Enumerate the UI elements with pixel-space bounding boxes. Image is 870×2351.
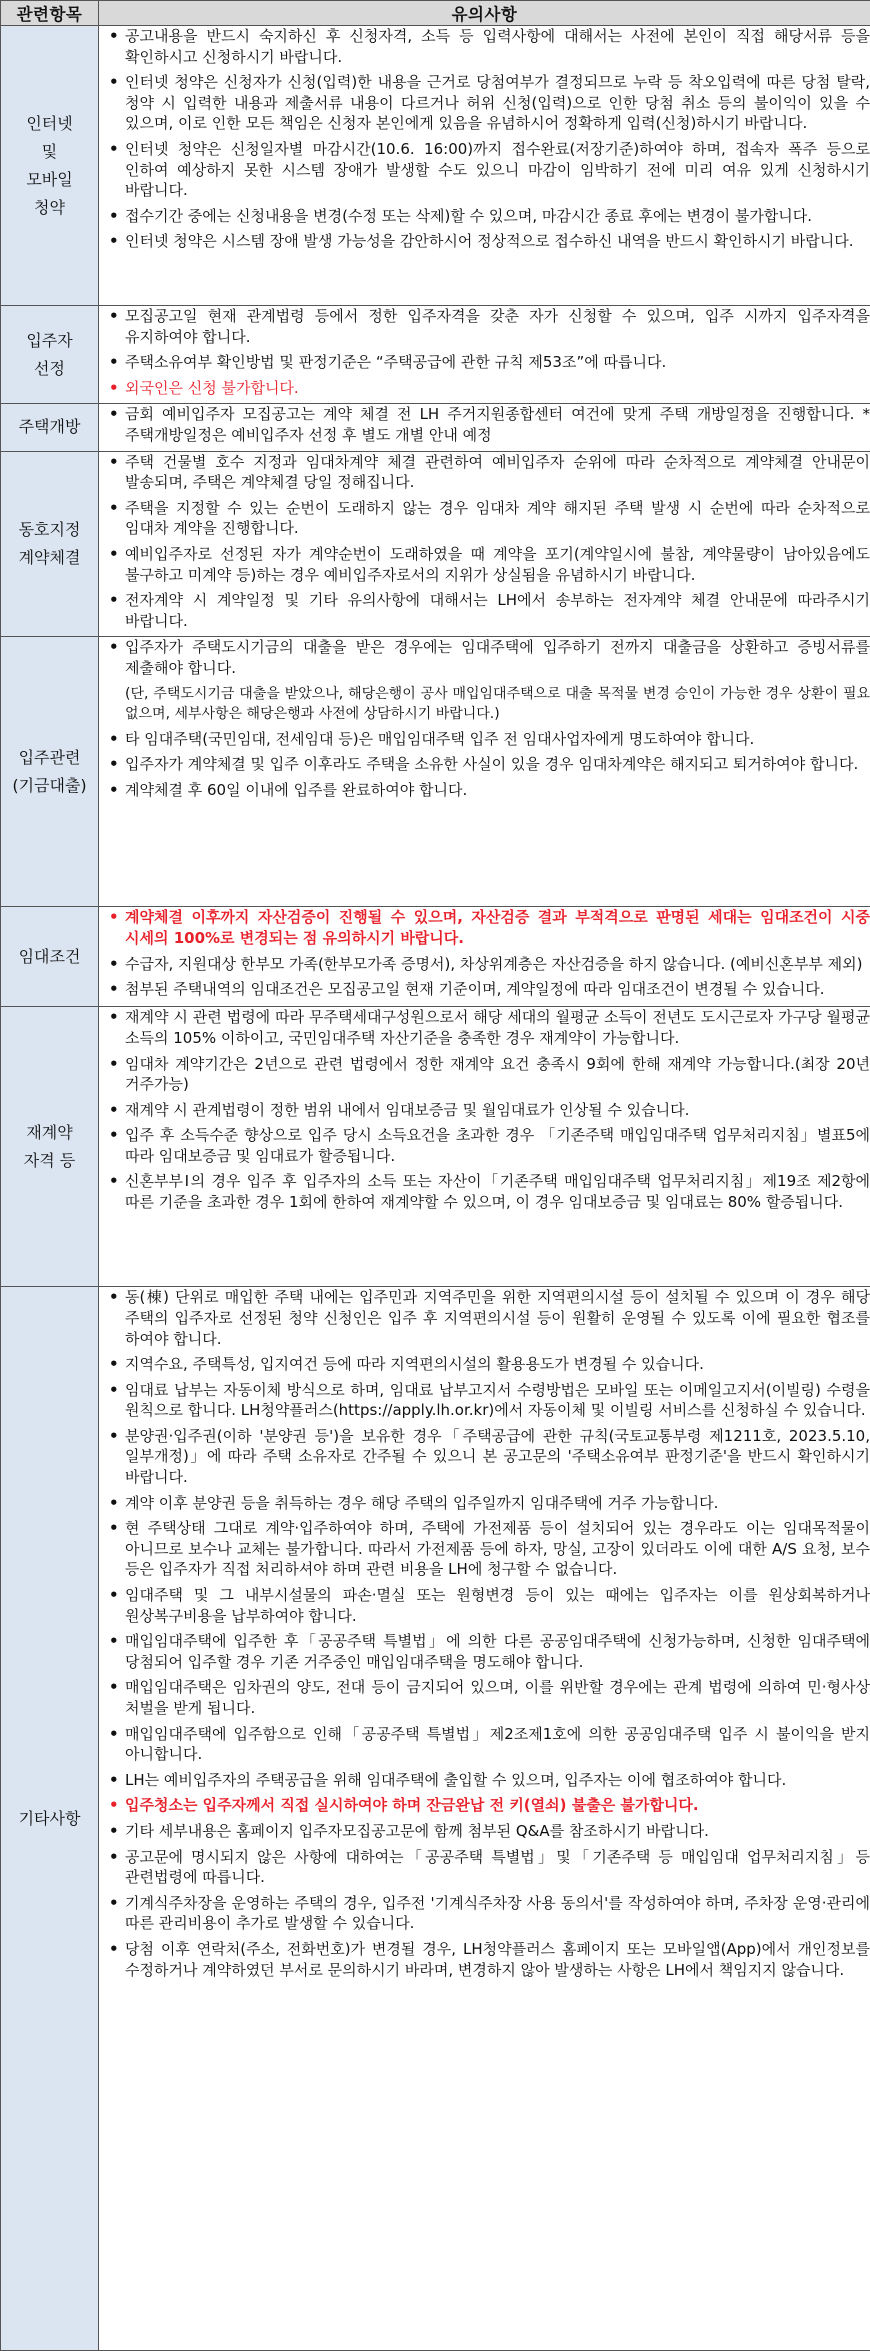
category-label [1,1287,99,2351]
category-label [1,306,99,404]
notice-item: • 주택소유여부 확인방법 및 판정기준은 “주택공급에 관한 규칙 제53조”에 따릅니다. [99,352,870,373]
notice-item: • 당첨 이후 연락처(주소, 전화번호)가 변경될 경우, LH청약플러스 홈페이지 또는 모바일앱(App)에서 개인정보를 수정하거나 계약하였던 부서로 문의하시기 바라며, 변경하지 않아 발생하는 사항은 LH에서 책임지지 않습니다. [99,1939,870,1980]
notice-list [99,907,870,999]
notice-content [99,306,870,404]
notice-list [99,306,870,398]
notice-item: • 접수기간 중에는 신청내용을 변경(수정 또는 삭제)할 수 있으며, 마감시간 종료 후에는 변경이 불가합니다. [99,206,870,227]
row-unit-contract [1,451,870,637]
header-row [1,1,870,26]
category-label-line: 선정 [1,355,98,383]
notice-list [99,637,870,800]
notice-list [99,26,870,252]
row-renewal [1,1007,870,1287]
header-content: 유의사항 [99,1,870,26]
category-label [1,26,99,306]
notice-item: • 외국인은 신청 불가합니다. [99,378,870,399]
category-label-line: 기타사항 [1,1805,98,1833]
notice-item: • 금회 예비입주자 모집공고는 계약 체결 전 LH 주거지원종합센터 여건에 맞게 주택 개방일정을 진행합니다. * 주택개방일정은 예비입주자 선정 후 별도 개별 안내 예정 [99,404,870,445]
row-lease-terms [1,907,870,1007]
notice-item: • 공고내용을 반드시 숙지하신 후 신청자격, 소득 등 입력사항에 대해서는 사전에 본인이 직접 해당서류 등을 확인하시고 신청하시기 바랍니다. [99,26,870,67]
notice-list [99,452,870,632]
notice-item: • 현 주택상태 그대로 계약·입주하여야 하며, 주택에 가전제품 등이 설치되어 있는 경우라도 이는 임대목적물이 아니므로 보수나 교체는 불가합니다. 따라서 가전제품 등에 하자, 망실, 고장이 있더라도 이에 대한 A/S 요청, 보수 등은 입주자가 직접 처리하셔야 하며 관련 비용을 LH에 청구할 수 없습니다. [99,1518,870,1580]
notice-item: • 분양권·입주권(이하 '분양권 등')을 보유한 경우「주택공급에 관한 규칙(국토교통부령 제1211호, 2023.5.10, 일부개정)」에 따라 주택 소유자로 간주될 수 있으니 본 공고문의 '주택소유여부 판정기준'을 반드시 확인하시기 바랍니다. [99,1426,870,1488]
category-label-line: 주택개방 [1,413,98,441]
notice-item: • 동(棟) 단위로 매입한 주택 내에는 입주민과 지역주민을 위한 지역편의시설 등이 설치될 수 있으며 이 경우 해당 주택의 입주자로 선정된 청약 신청인은 입주 후 지역편의시설 등이 원활히 운영될 수 있도록 이에 필요한 협조를 하여야 합니다. [99,1287,870,1349]
notice-item: • 임대료 납부는 자동이체 방식으로 하며, 임대료 납부고지서 수령방법은 모바일 또는 이메일고지서(이빌링) 수령을 원칙으로 합니다. LH청약플러스(https://apply.lh.or.kr)에서 자동이체 및 이빌링 서비스를 신청하실 수 있습니다. [99,1380,870,1421]
notice-content [99,637,870,907]
category-label-line: 계약체결 [1,544,98,572]
notice-item: • 주택 건물별 호수 지정과 임대차계약 체결 관련하여 예비입주자 순위에 따라 순차적으로 계약체결 안내문이 발송되며, 주택은 계약체결 당일 정해집니다. [99,452,870,493]
notice-item: • 모집공고일 현재 관계법령 등에서 정한 입주자격을 갖춘 자가 신청할 수 있으며, 입주 시까지 입주자격을 유지하여야 합니다. [99,306,870,347]
category-label [1,451,99,637]
row-tenant-selection [1,306,870,404]
notice-item: • 임대주택 및 그 내부시설물의 파손·멸실 또는 원형변경 등이 있는 때에는 입주자는 이를 원상회복하거나 원상복구비용을 납부하여야 합니다. [99,1585,870,1626]
category-label-line: 모바일 [1,166,98,194]
notice-item: • 신혼부부Ⅰ의 경우 입주 후 입주자의 소득 또는 자산이「기존주택 매입임대주택 업무처리지침」제19조 제2항에 따른 기준을 초과한 경우 1회에 한하여 재계약할 수 있으며, 이 경우 임대보증금 및 임대료는 80% 할증됩니다. [99,1171,870,1212]
category-label-line: 임대조건 [1,943,98,971]
category-label-line: 입주관련 [1,744,98,772]
notice-item: • 계약체결 후 60일 이내에 입주를 완료하여야 합니다. [99,780,870,801]
notice-item: • 계약 이후 분양권 등을 취득하는 경우 해당 주택의 입주일까지 임대주택에 거주 가능합니다. [99,1493,870,1514]
category-label-line: 청약 [1,194,98,222]
notice-content [99,451,870,637]
notice-content [99,907,870,1007]
notice-list [99,1007,870,1212]
notice-item: • 인터넷 청약은 신청일자별 마감시간(10.6. 16:00)까지 접수완료(저장기준)하여야 하며, 접속자 폭주 등으로 인하여 예상하지 못한 시스템 장애가 발생할 수도 있으니 마감이 임박하기 전에 미리 여유 있게 신청하시기 바랍니다. [99,139,870,201]
category-label [1,637,99,907]
notice-item: • 매입임대주택은 임차권의 양도, 전대 등이 금지되어 있으며, 이를 위반할 경우에는 관계 법령에 의하여 민·형사상 처벌을 받게 됩니다. [99,1677,870,1718]
row-move-in-loan [1,637,870,907]
category-label [1,404,99,451]
category-label-line: 입주자 [1,327,98,355]
notice-item: • 전자계약 시 계약일정 및 기타 유의사항에 대해서는 LH에서 송부하는 전자계약 체결 안내문에 따라주시기 바랍니다. [99,590,870,631]
row-internet-mobile [1,26,870,306]
notice-item: • 예비입주자로 선정된 자가 계약순번이 도래하였을 때 계약을 포기(계약일시에 불참, 계약물량이 남아있음에도 불구하고 미계약 등)하는 경우 예비입주자로서의 지위가 상실됨을 유념하시기 바랍니다. [99,544,870,585]
notice-item: • 기타 세부내용은 홈페이지 입주자모집공고문에 함께 첨부된 Q&A를 참조하시기 바랍니다. [99,1821,870,1842]
notice-item: • 주택을 지정할 수 있는 순번이 도래하지 않는 경우 임대차 계약 해지된 주택 발생 시 순번에 따라 순차적으로 임대차 계약을 진행합니다. [99,498,870,539]
category-label-line: 재계약 [1,1119,98,1147]
notice-item: • 입주자가 계약체결 및 입주 이후라도 주택을 소유한 사실이 있을 경우 임대차계약은 해지되고 퇴거하여야 합니다. [99,754,870,775]
notice-list [99,404,870,445]
notice-item: • 매입임대주택에 입주한 후「공공주택 특별법」에 의한 다른 공공임대주택에 신청가능하며, 신청한 임대주택에 당첨되어 입주할 경우 기존 거주중인 매입임대주택을 명도해야 합니다. [99,1631,870,1672]
notice-item: • 기계식주차장을 운영하는 주택의 경우, 입주전 '기계식주차장 사용 동의서'를 작성하여야 하며, 주차장 운영·관리에 따른 관리비용이 추가로 발생할 수 있습니다. [99,1893,870,1934]
category-label-line: 동호지정 [1,516,98,544]
notice-item: • 첨부된 주택내역의 임대조건은 모집공고일 현재 기준이며, 계약일정에 따라 임대조건이 변경될 수 있습니다. [99,979,870,1000]
notice-item: • 재계약 시 관련 법령에 따라 무주택세대구성원으로서 해당 세대의 월평균 소득이 전년도 도시근로자 가구당 월평균 소득의 105% 이하이고, 국민임대주택 자산기준을 충족한 경우 재계약이 가능합니다. [99,1007,870,1048]
notice-item: • 입주자가 주택도시기금의 대출을 받은 경우에는 임대주택에 입주하기 전까지 대출금을 상환하고 증빙서류를 제출해야 합니다. [99,637,870,678]
notice-content [99,404,870,451]
category-label-line: 인터넷 [1,110,98,138]
row-misc [1,1287,870,2351]
notice-item: • 계약체결 이후까지 자산검증이 진행될 수 있으며, 자산검증 결과 부적격으로 판명된 세대는 임대조건이 시중 시세의 100%로 변경되는 점 유의하시기 바랍니다. [99,907,870,948]
category-label-line: 및 [1,138,98,166]
notice-item: • 임대차 계약기간은 2년으로 관련 법령에서 정한 재계약 요건 충족시 9회에 한해 재계약 가능합니다.(최장 20년 거주가능) [99,1054,870,1095]
notice-note: (단, 주택도시기금 대출을 받았으나, 해당은행이 공사 매입임대주택으로 대출 목적물 변경 승인이 가능한 경우 상환이 필요 없으며, 세부사항은 해당은행과 사전에 상담하시기 바랍니다.) [99,684,870,724]
notice-item: • 입주 후 소득수준 향상으로 입주 당시 소득요건을 초과한 경우 「기존주택 매입임대주택 업무처리지침」별표5에 따라 임대보증금 및 임대료가 할증됩니다. [99,1125,870,1166]
notice-content [99,26,870,306]
notice-item: • LH는 예비입주자의 주택공급을 위해 임대주택에 출입할 수 있으며, 입주자는 이에 협조하여야 합니다. [99,1770,870,1791]
notice-item: • 지역수요, 주택특성, 입지여건 등에 따라 지역편의시설의 활용용도가 변경될 수 있습니다. [99,1354,870,1375]
notice-item: • 입주청소는 입주자께서 직접 실시하여야 하며 잔금완납 전 키(열쇠) 불출은 불가합니다. [99,1795,870,1816]
category-label-line: (기금대출) [1,772,98,800]
category-label [1,1007,99,1287]
category-label-line: 자격 등 [1,1147,98,1175]
notice-item: • 공고문에 명시되지 않은 사항에 대하여는「공공주택 특별법」및「기존주택 등 매입임대 업무처리지침」등 관련법령에 따릅니다. [99,1847,870,1888]
notice-item: • 인터넷 청약은 시스템 장애 발생 가능성을 감안하시어 정상적으로 접수하신 내역을 반드시 확인하시기 바랍니다. [99,231,870,252]
category-label [1,907,99,1007]
notice-content [99,1007,870,1287]
notice-list [99,1287,870,1980]
notice-item: • 인터넷 청약은 신청자가 신청(입력)한 내용을 근거로 당첨여부가 결정되므로 누락 등 착오입력에 따른 당첨 탈락, 청약 시 입력한 내용과 제출서류 내용이 다르거나 허위 신청(입력)으로 인한 당첨 취소 등의 불이익이 있을 수 있으며, 이로 인한 모든 책임은 신청자 본인에게 있음을 유념하시어 정확하게 입력(신청)하시기 바랍니다. [99,72,870,134]
notice-item: • 매입임대주택에 입주함으로 인해「공공주택 특별법」제2조제1호에 의한 공공임대주택 입주 시 불이익을 받지 아니합니다. [99,1724,870,1765]
row-house-open [1,404,870,451]
notice-item: • 수급자, 지원대상 한부모 가족(한부모가족 증명서), 차상위계층은 자산검증을 하지 않습니다. (예비신혼부부 제외) [99,954,870,975]
notice-item: • 타 임대주택(국민임대, 전세임대 등)은 매입임대주택 입주 전 임대사업자에게 명도하여야 합니다. [99,729,870,750]
notice-content [99,1287,870,2351]
notice-item: • 재계약 시 관계법령이 정한 범위 내에서 임대보증금 및 월임대료가 인상될 수 있습니다. [99,1100,870,1121]
header-category: 관련항목 [1,1,99,26]
